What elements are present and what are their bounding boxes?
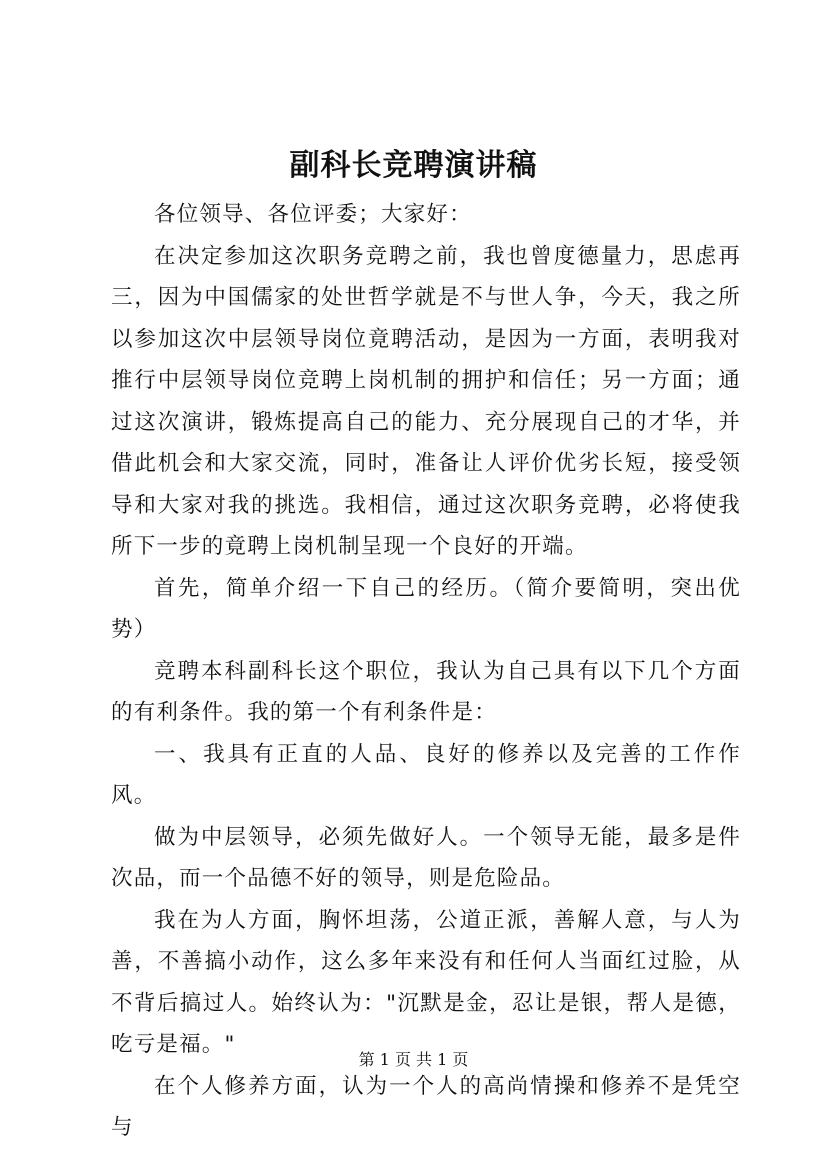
paragraph-character: 我在为人方面，胸怀坦荡，公道正派，善解人意，与人为善，不善搞小动作，这么多年来没有和任何人当面红过脸，从不背后搞过人。始终认为："沉默是金，忍让是银，帮人是德，吃亏是福。" [111, 907, 741, 1057]
document-body [111, 194, 741, 1149]
paragraph-greeting: 各位领导、各位评委；大家好： [154, 202, 472, 227]
page-number-footer: 第 1 页 共 1 页 [358, 1050, 469, 1069]
paragraph-conditions: 竞聘本科副科长这个职位，我认为自己具有以下几个方面的有利条件。我的第一个有利条件是： [111, 658, 741, 725]
paragraph-point-one: 一、我具有正直的人品、良好的修养以及完善的工作作风。 [111, 741, 741, 808]
paragraph-leadership: 做为中层领导，必须先做好人。一个领导无能，最多是件次品，而一个品德不好的领导，则是危险品。 [111, 824, 741, 891]
paragraph-experience: 首先，简单介绍一下自己的经历。（简介要简明，突出优势） [111, 575, 741, 642]
paragraph-cultivation: 在个人修养方面，认为一个人的高尚情操和修养不是凭空与 [111, 1073, 741, 1140]
document-title: 副科长竞聘演讲稿 [289, 148, 538, 183]
paragraph-intro: 在决定参加这次职务竞聘之前，我也曾度德量力，思虑再三，因为中国儒家的处世哲学就是不与世人争，今天，我之所以参加这次中层领导岗位竟聘活动，是因为一方面，表明我对推行中层领导岗位竞聘上岗机制的拥护和信任；另一方面；通过这次演讲，锻炼提高自己的能力、充分展现自己的才华，并借此机会和大家交流，同时，准备让人评价优劣长短，接受领导和大家对我的挑选。我相信，通过这次职务竞聘，必将使我所下一步的竟聘上岗机制呈现一个良好的开端。 [111, 243, 741, 559]
